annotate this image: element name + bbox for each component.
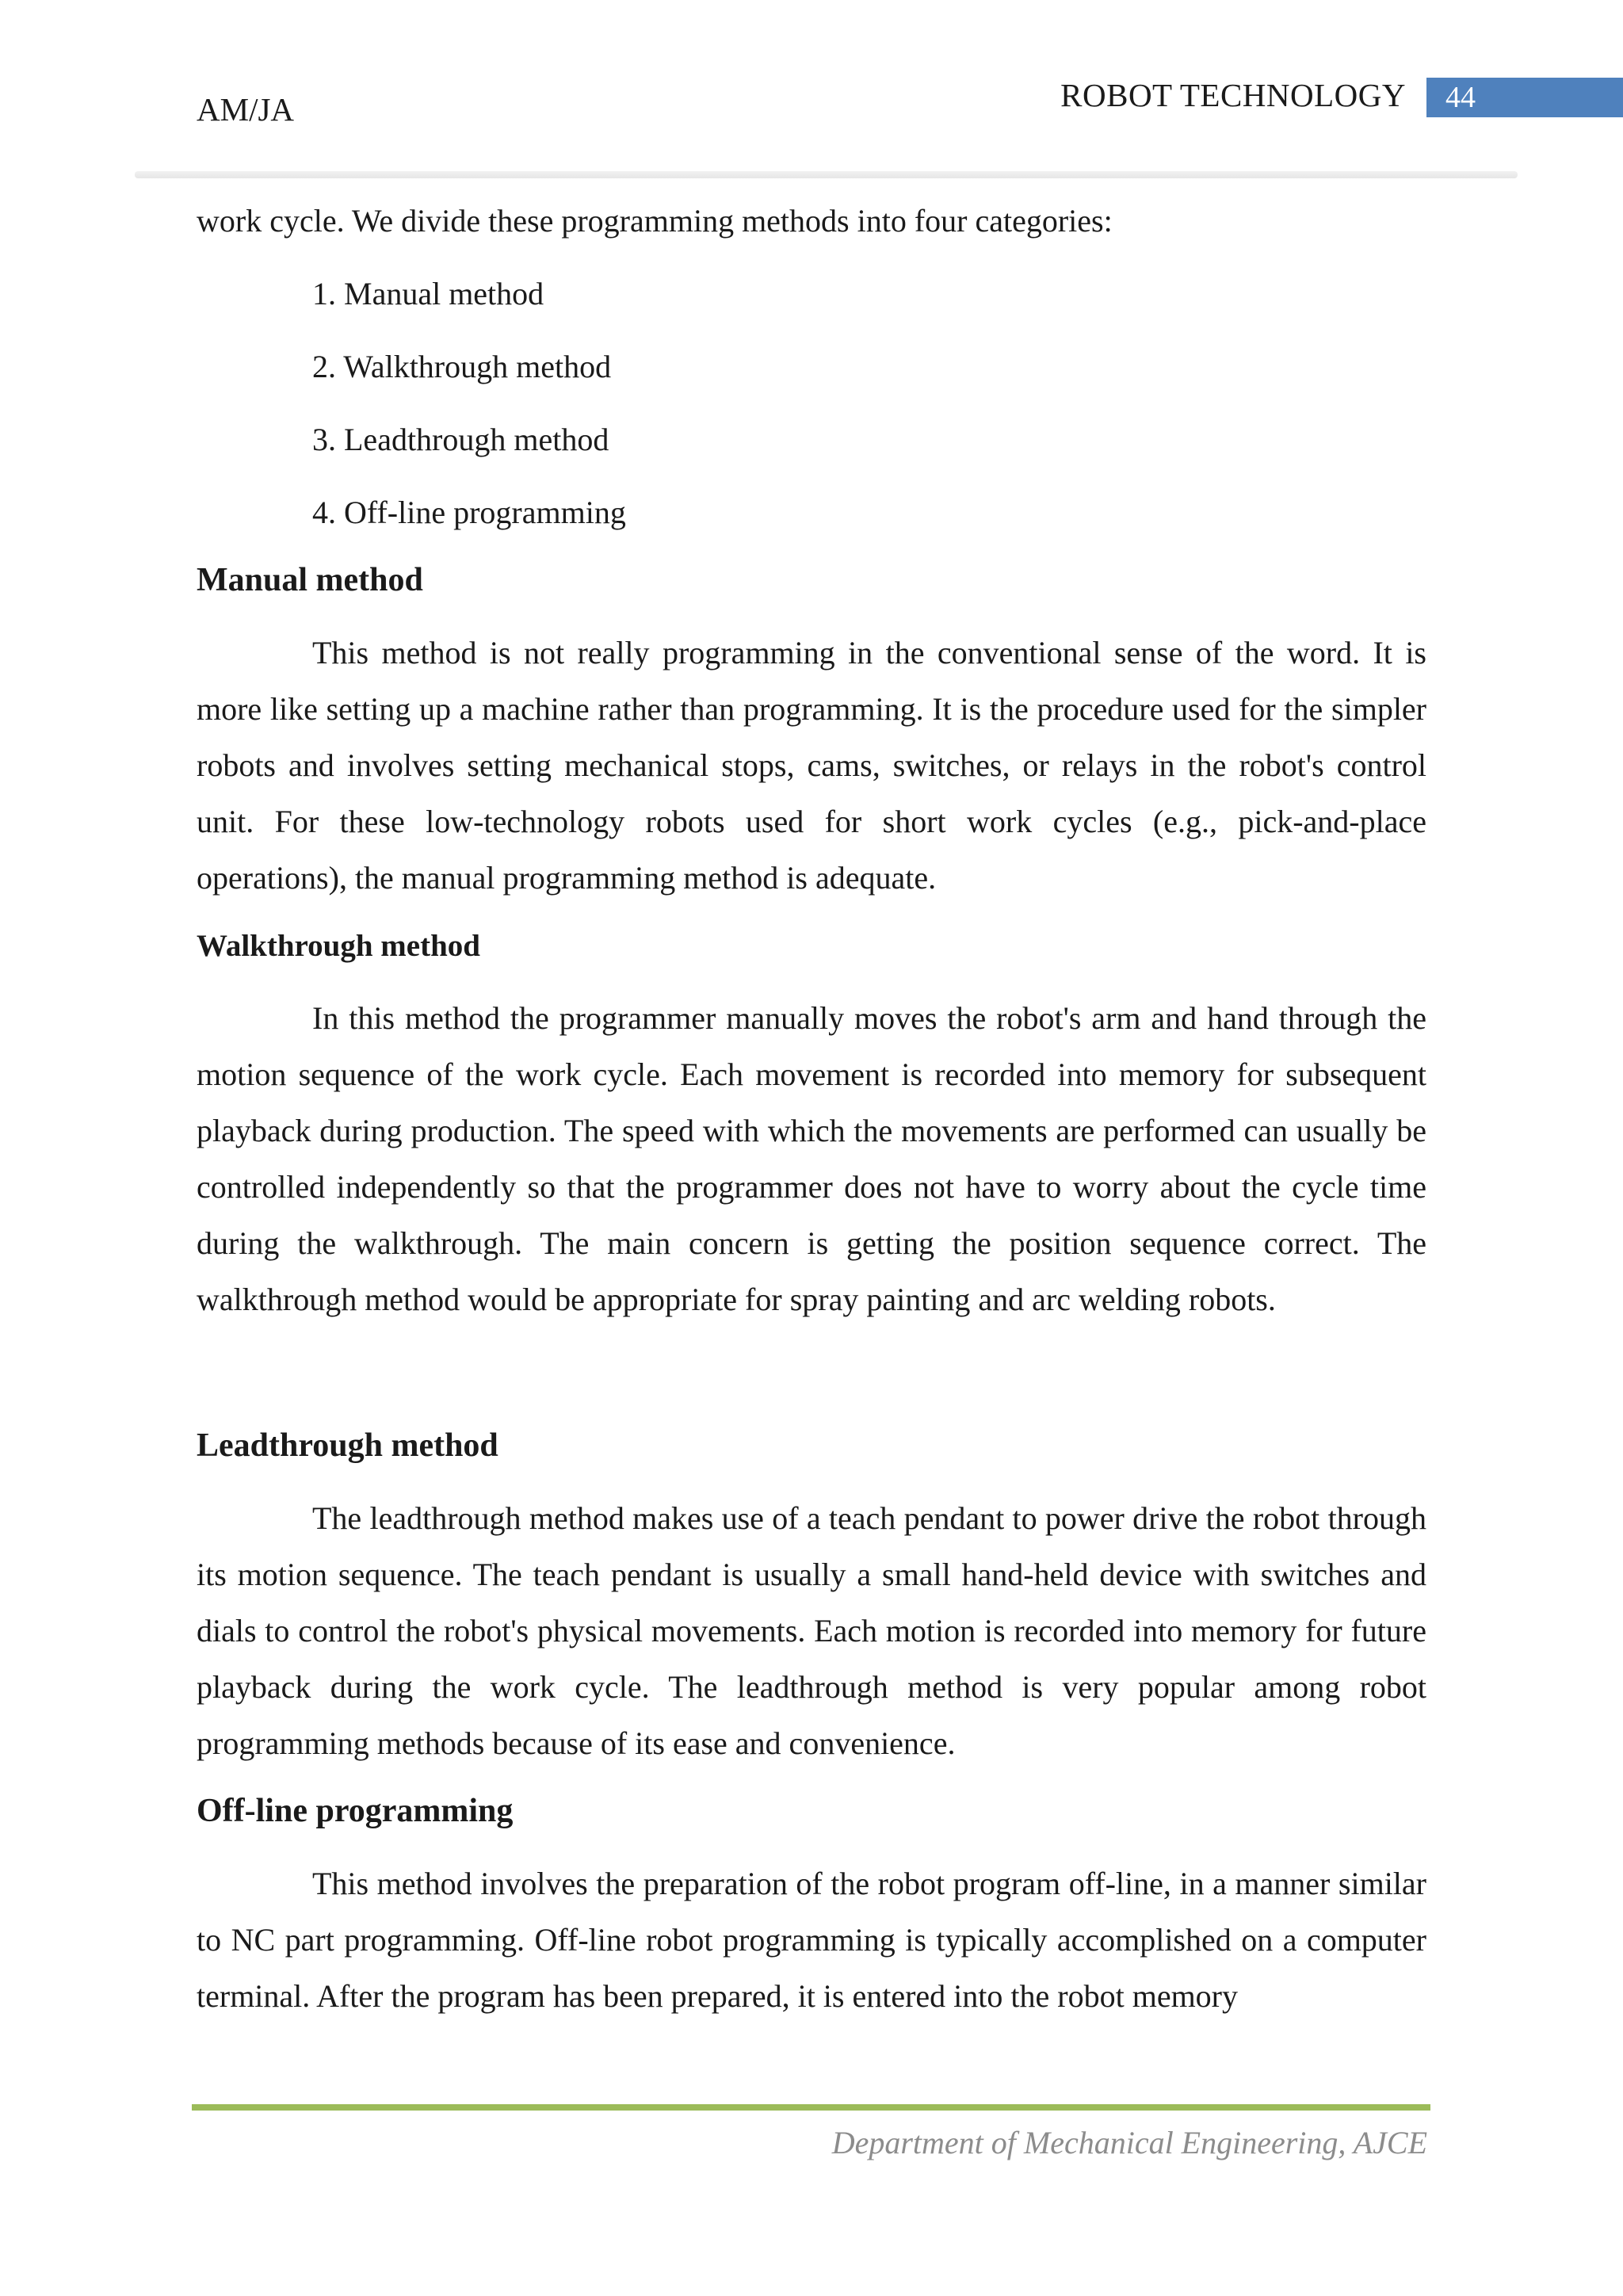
- footer-department: Department of Mechanical Engineering, AJCE: [831, 2125, 1427, 2160]
- section-heading-manual: Manual method: [197, 562, 423, 598]
- section-body-manual: This method is not really programming in the conventional sense of the word. It is more like setting up a machine rather than programming. It is the procedure used for the simpler robots and involves setting mechanical stops, cams, switches, or relays in the robot's control unit. For these low-technology robots used for short work cycles (e.g., pick-and-place operations), the manual programming method is adequate.: [197, 635, 1426, 896]
- intro-paragraph: work cycle. We divide these programming methods into four categories:: [197, 203, 1113, 239]
- page-body: [197, 193, 1426, 2024]
- list-item: 4. Off-line programming: [312, 495, 626, 530]
- header-title: ROBOT TECHNOLOGY: [1060, 77, 1406, 113]
- section-heading-walkthrough: Walkthrough method: [197, 929, 480, 963]
- list-item: 2. Walkthrough method: [312, 349, 612, 384]
- list-item: 3. Leadthrough method: [312, 422, 609, 457]
- footer-divider: [192, 2104, 1430, 2111]
- section-heading-offline: Off-line programming: [197, 1793, 514, 1829]
- methods-list: [197, 266, 1426, 541]
- section-heading-leadthrough: Leadthrough method: [197, 1427, 498, 1464]
- page-number: 44: [1426, 78, 1623, 117]
- section-body-offline: This method involves the preparation of the robot program off-line, in a manner similar to NC part programming. Off-line robot programming is typically accomplished on a computer terminal. After the program has been prepared, it is entered into the robot memory: [197, 1866, 1426, 2014]
- section-body-leadthrough: The leadthrough method makes use of a teach pendant to power drive the robot through its motion sequence. The teach pendant is usually a small hand-held device with switches and dials to control the robot's physical movements. Each motion is recorded into memory for future playback during the work cycle. The leadthrough method is very popular among robot programming methods because of its ease and convenience.: [197, 1500, 1426, 1761]
- section-body-walkthrough: In this method the programmer manually moves the robot's arm and hand through the motion sequence of the work cycle. Each movement is recorded into memory for subsequent playback during production. The speed with which the movements are performed can usually be controlled independently so that the programmer does not have to worry about the cycle time during the walkthrough. The main concern is getting the position sequence correct. The walkthrough method would be appropriate for spray painting and arc welding robots.: [197, 1000, 1426, 1317]
- list-item: 1. Manual method: [312, 276, 544, 311]
- header-divider: [135, 171, 1518, 178]
- header-author: AM/JA: [197, 91, 295, 128]
